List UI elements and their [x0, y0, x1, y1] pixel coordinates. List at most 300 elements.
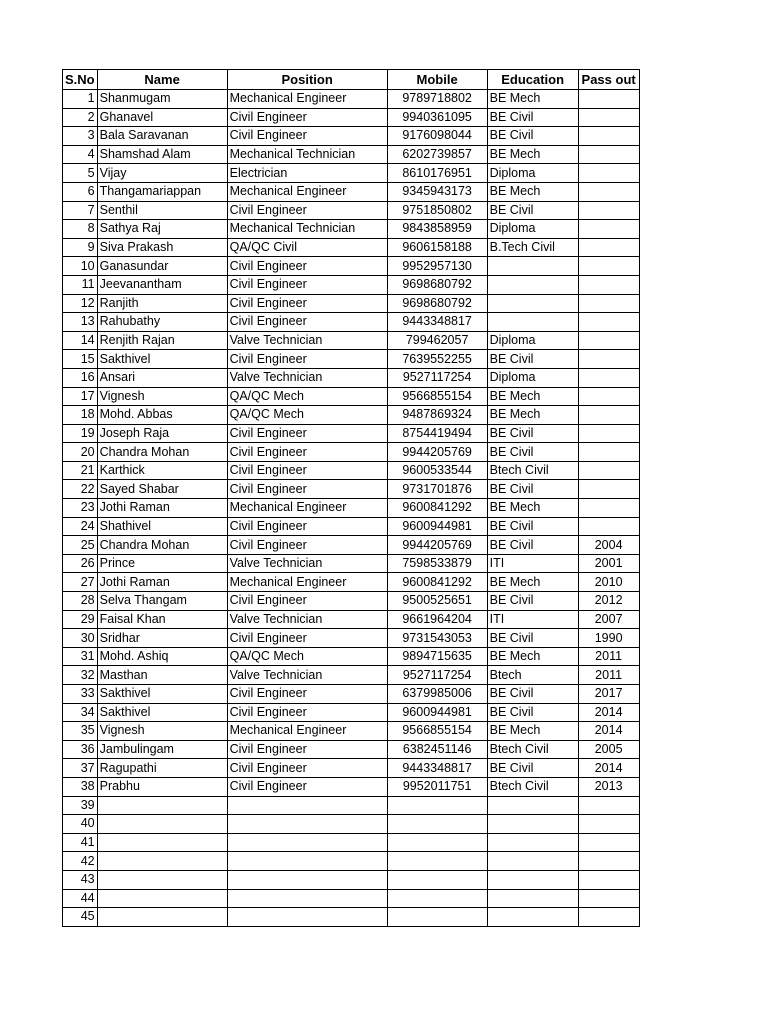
cell-education	[487, 852, 578, 871]
cell-education	[487, 275, 578, 294]
cell-position: Mechanical Technician	[227, 220, 387, 239]
table-row	[63, 610, 640, 629]
table-row	[63, 313, 640, 332]
cell-education	[487, 870, 578, 889]
table-row	[63, 368, 640, 387]
cell-sno: 38	[63, 777, 98, 796]
cell-passout: 2013	[578, 777, 639, 796]
cell-mobile: 9894715635	[387, 647, 487, 666]
table-row	[63, 480, 640, 499]
cell-passout: 2005	[578, 740, 639, 759]
cell-position: QA/QC Mech	[227, 406, 387, 425]
cell-position: Civil Engineer	[227, 685, 387, 704]
cell-education: BE Mech	[487, 647, 578, 666]
cell-passout	[578, 852, 639, 871]
cell-sno: 3	[63, 127, 98, 146]
cell-passout: 2014	[578, 759, 639, 778]
cell-education	[487, 796, 578, 815]
table-row	[63, 666, 640, 685]
cell-mobile: 8754419494	[387, 424, 487, 443]
cell-name: Ragupathi	[97, 759, 227, 778]
cell-name: Rahubathy	[97, 313, 227, 332]
cell-position: QA/QC Mech	[227, 647, 387, 666]
cell-mobile: 9789718802	[387, 90, 487, 109]
cell-passout: 1990	[578, 629, 639, 648]
cell-sno: 8	[63, 220, 98, 239]
table-row	[63, 90, 640, 109]
cell-position	[227, 815, 387, 834]
cell-education: BE Civil	[487, 685, 578, 704]
cell-education: Diploma	[487, 220, 578, 239]
cell-position: Civil Engineer	[227, 275, 387, 294]
cell-education: BE Civil	[487, 127, 578, 146]
cell-education	[487, 908, 578, 927]
cell-sno: 40	[63, 815, 98, 834]
cell-passout: 2014	[578, 703, 639, 722]
cell-education: BE Civil	[487, 480, 578, 499]
cell-sno: 32	[63, 666, 98, 685]
cell-position: Civil Engineer	[227, 443, 387, 462]
cell-passout	[578, 220, 639, 239]
cell-name: Karthick	[97, 461, 227, 480]
cell-sno: 37	[63, 759, 98, 778]
cell-name: Thangamariappan	[97, 182, 227, 201]
cell-education: BE Mech	[487, 145, 578, 164]
cell-position: Civil Engineer	[227, 127, 387, 146]
cell-mobile: 9751850802	[387, 201, 487, 220]
cell-education: Btech Civil	[487, 740, 578, 759]
cell-sno: 13	[63, 313, 98, 332]
cell-name	[97, 908, 227, 927]
table-row	[63, 759, 640, 778]
cell-education: Btech Civil	[487, 461, 578, 480]
cell-mobile	[387, 870, 487, 889]
table-row	[63, 499, 640, 518]
cell-position: Civil Engineer	[227, 424, 387, 443]
cell-passout	[578, 406, 639, 425]
table-row	[63, 629, 640, 648]
header-mobile: Mobile	[387, 70, 487, 90]
table-row	[63, 573, 640, 592]
cell-mobile: 9600841292	[387, 499, 487, 518]
cell-sno: 6	[63, 182, 98, 201]
cell-mobile: 7639552255	[387, 350, 487, 369]
cell-name	[97, 852, 227, 871]
cell-sno: 42	[63, 852, 98, 871]
cell-name: Sakthivel	[97, 685, 227, 704]
cell-sno: 12	[63, 294, 98, 313]
cell-sno: 1	[63, 90, 98, 109]
cell-sno: 20	[63, 443, 98, 462]
cell-position	[227, 889, 387, 908]
cell-position: Civil Engineer	[227, 350, 387, 369]
cell-education: BE Civil	[487, 424, 578, 443]
cell-position	[227, 908, 387, 927]
cell-sno: 22	[63, 480, 98, 499]
cell-education: Diploma	[487, 164, 578, 183]
cell-sno: 5	[63, 164, 98, 183]
cell-sno: 36	[63, 740, 98, 759]
cell-name: Renjith Rajan	[97, 331, 227, 350]
table-row	[63, 685, 640, 704]
table-row	[63, 238, 640, 257]
cell-mobile: 6379985006	[387, 685, 487, 704]
cell-name: Vignesh	[97, 387, 227, 406]
cell-mobile: 9600841292	[387, 573, 487, 592]
table-row	[63, 870, 640, 889]
cell-mobile: 9443348817	[387, 313, 487, 332]
table-row	[63, 536, 640, 555]
cell-mobile	[387, 796, 487, 815]
cell-education: B.Tech Civil	[487, 238, 578, 257]
table-row	[63, 108, 640, 127]
cell-passout	[578, 517, 639, 536]
cell-passout	[578, 127, 639, 146]
cell-sno: 17	[63, 387, 98, 406]
cell-mobile: 9566855154	[387, 387, 487, 406]
cell-sno: 41	[63, 833, 98, 852]
cell-sno: 2	[63, 108, 98, 127]
header-row	[63, 70, 640, 90]
cell-education: BE Civil	[487, 350, 578, 369]
cell-position: Mechanical Engineer	[227, 573, 387, 592]
table-row	[63, 852, 640, 871]
table-body	[63, 90, 640, 927]
cell-name	[97, 870, 227, 889]
table-row	[63, 127, 640, 146]
table-row	[63, 554, 640, 573]
cell-mobile: 8610176951	[387, 164, 487, 183]
cell-mobile: 9443348817	[387, 759, 487, 778]
cell-name: Chandra Mohan	[97, 443, 227, 462]
cell-name	[97, 833, 227, 852]
cell-passout	[578, 145, 639, 164]
table-row	[63, 387, 640, 406]
cell-passout	[578, 443, 639, 462]
cell-passout	[578, 313, 639, 332]
table-row	[63, 220, 640, 239]
table-row	[63, 740, 640, 759]
cell-name: Vijay	[97, 164, 227, 183]
cell-sno: 14	[63, 331, 98, 350]
cell-name: Selva Thangam	[97, 592, 227, 611]
cell-position: Civil Engineer	[227, 759, 387, 778]
cell-position: Civil Engineer	[227, 740, 387, 759]
cell-passout	[578, 275, 639, 294]
cell-sno: 4	[63, 145, 98, 164]
cell-name: Jothi Raman	[97, 573, 227, 592]
cell-education: Diploma	[487, 368, 578, 387]
cell-passout: 2011	[578, 666, 639, 685]
cell-sno: 28	[63, 592, 98, 611]
cell-position	[227, 852, 387, 871]
cell-mobile: 9952011751	[387, 777, 487, 796]
cell-mobile: 9944205769	[387, 536, 487, 555]
table-row	[63, 796, 640, 815]
cell-mobile	[387, 889, 487, 908]
cell-passout	[578, 201, 639, 220]
cell-name: Ranjith	[97, 294, 227, 313]
table-row	[63, 703, 640, 722]
cell-position: Civil Engineer	[227, 313, 387, 332]
cell-education: BE Mech	[487, 406, 578, 425]
cell-education: BE Mech	[487, 499, 578, 518]
cell-position: Mechanical Engineer	[227, 499, 387, 518]
table-row	[63, 331, 640, 350]
cell-position: Civil Engineer	[227, 517, 387, 536]
cell-name	[97, 889, 227, 908]
cell-sno: 7	[63, 201, 98, 220]
cell-mobile: 9566855154	[387, 722, 487, 741]
cell-sno: 27	[63, 573, 98, 592]
cell-position: Electrician	[227, 164, 387, 183]
cell-sno: 16	[63, 368, 98, 387]
cell-education: ITI	[487, 610, 578, 629]
cell-education: BE Mech	[487, 387, 578, 406]
cell-mobile: 9600944981	[387, 703, 487, 722]
cell-education	[487, 833, 578, 852]
cell-passout	[578, 833, 639, 852]
cell-position: Valve Technician	[227, 554, 387, 573]
cell-position: Valve Technician	[227, 368, 387, 387]
table-row	[63, 275, 640, 294]
cell-education: BE Mech	[487, 722, 578, 741]
cell-sno: 34	[63, 703, 98, 722]
cell-passout	[578, 815, 639, 834]
cell-sno: 10	[63, 257, 98, 276]
cell-sno: 15	[63, 350, 98, 369]
cell-passout	[578, 424, 639, 443]
cell-name: Vignesh	[97, 722, 227, 741]
table-row	[63, 592, 640, 611]
table-row	[63, 406, 640, 425]
cell-mobile: 9940361095	[387, 108, 487, 127]
cell-education	[487, 815, 578, 834]
cell-name: Siva Prakash	[97, 238, 227, 257]
cell-mobile: 9600944981	[387, 517, 487, 536]
cell-passout	[578, 796, 639, 815]
cell-name	[97, 815, 227, 834]
table-row	[63, 517, 640, 536]
cell-sno: 45	[63, 908, 98, 927]
cell-position: Civil Engineer	[227, 461, 387, 480]
staff-table	[62, 69, 640, 927]
cell-mobile: 9527117254	[387, 666, 487, 685]
cell-sno: 26	[63, 554, 98, 573]
cell-mobile: 9345943173	[387, 182, 487, 201]
cell-name: Bala Saravanan	[97, 127, 227, 146]
cell-passout: 2004	[578, 536, 639, 555]
cell-education: BE Civil	[487, 629, 578, 648]
cell-passout	[578, 182, 639, 201]
cell-passout	[578, 889, 639, 908]
cell-position	[227, 870, 387, 889]
cell-education	[487, 257, 578, 276]
cell-name: Prince	[97, 554, 227, 573]
cell-sno: 24	[63, 517, 98, 536]
table-row	[63, 722, 640, 741]
cell-education	[487, 294, 578, 313]
cell-passout	[578, 461, 639, 480]
cell-name: Sridhar	[97, 629, 227, 648]
table-row	[63, 908, 640, 927]
cell-sno: 35	[63, 722, 98, 741]
cell-mobile: 9500525651	[387, 592, 487, 611]
cell-education: BE Civil	[487, 517, 578, 536]
cell-position: Civil Engineer	[227, 480, 387, 499]
cell-position: Mechanical Technician	[227, 145, 387, 164]
header-position: Position	[227, 70, 387, 90]
cell-sno: 19	[63, 424, 98, 443]
cell-name: Shamshad Alam	[97, 145, 227, 164]
cell-mobile: 9944205769	[387, 443, 487, 462]
cell-position: Valve Technician	[227, 666, 387, 685]
cell-passout	[578, 294, 639, 313]
cell-sno: 21	[63, 461, 98, 480]
cell-name: Chandra Mohan	[97, 536, 227, 555]
table-row	[63, 815, 640, 834]
cell-education: Btech	[487, 666, 578, 685]
cell-name: Joseph Raja	[97, 424, 227, 443]
cell-sno: 30	[63, 629, 98, 648]
cell-passout	[578, 480, 639, 499]
cell-sno: 43	[63, 870, 98, 889]
cell-passout	[578, 257, 639, 276]
cell-position: QA/QC Mech	[227, 387, 387, 406]
cell-passout: 2017	[578, 685, 639, 704]
cell-mobile: 6202739857	[387, 145, 487, 164]
cell-passout	[578, 238, 639, 257]
cell-position: Civil Engineer	[227, 536, 387, 555]
cell-position: Valve Technician	[227, 610, 387, 629]
cell-mobile	[387, 833, 487, 852]
cell-name: Prabhu	[97, 777, 227, 796]
cell-name: Jeevanantham	[97, 275, 227, 294]
cell-mobile: 6382451146	[387, 740, 487, 759]
header-name: Name	[97, 70, 227, 90]
cell-sno: 39	[63, 796, 98, 815]
cell-sno: 33	[63, 685, 98, 704]
cell-passout	[578, 499, 639, 518]
header-passout: Pass out	[578, 70, 639, 90]
cell-passout	[578, 908, 639, 927]
cell-education: ITI	[487, 554, 578, 573]
table-row	[63, 201, 640, 220]
table-row	[63, 164, 640, 183]
cell-education: Btech Civil	[487, 777, 578, 796]
header-education: Education	[487, 70, 578, 90]
cell-position: Civil Engineer	[227, 703, 387, 722]
table-row	[63, 889, 640, 908]
cell-mobile: 9487869324	[387, 406, 487, 425]
cell-position: Mechanical Engineer	[227, 90, 387, 109]
table-row	[63, 350, 640, 369]
table-row	[63, 257, 640, 276]
cell-position: Mechanical Engineer	[227, 722, 387, 741]
cell-name: Jambulingam	[97, 740, 227, 759]
cell-passout	[578, 368, 639, 387]
cell-mobile: 9843858959	[387, 220, 487, 239]
cell-position: Civil Engineer	[227, 257, 387, 276]
cell-education	[487, 313, 578, 332]
cell-mobile: 9698680792	[387, 275, 487, 294]
table-row	[63, 424, 640, 443]
cell-education: BE Civil	[487, 108, 578, 127]
cell-position: QA/QC Civil	[227, 238, 387, 257]
cell-name: Sayed Shabar	[97, 480, 227, 499]
cell-education: BE Civil	[487, 201, 578, 220]
cell-mobile: 9527117254	[387, 368, 487, 387]
cell-name: Mohd. Ashiq	[97, 647, 227, 666]
cell-education: BE Mech	[487, 90, 578, 109]
cell-passout: 2007	[578, 610, 639, 629]
cell-passout: 2010	[578, 573, 639, 592]
cell-education: BE Civil	[487, 759, 578, 778]
table-row	[63, 145, 640, 164]
cell-name: Sathya Raj	[97, 220, 227, 239]
cell-mobile: 9176098044	[387, 127, 487, 146]
table-row	[63, 182, 640, 201]
cell-mobile	[387, 852, 487, 871]
cell-position: Valve Technician	[227, 331, 387, 350]
table-row	[63, 777, 640, 796]
cell-passout: 2011	[578, 647, 639, 666]
cell-education	[487, 889, 578, 908]
cell-name: Masthan	[97, 666, 227, 685]
table-row	[63, 443, 640, 462]
cell-position	[227, 833, 387, 852]
cell-name: Ansari	[97, 368, 227, 387]
header-sno: S.No	[63, 70, 98, 90]
cell-mobile: 9606158188	[387, 238, 487, 257]
cell-mobile: 9731543053	[387, 629, 487, 648]
cell-passout	[578, 387, 639, 406]
cell-name: Mohd. Abbas	[97, 406, 227, 425]
cell-education: BE Mech	[487, 573, 578, 592]
cell-sno: 9	[63, 238, 98, 257]
cell-education: BE Civil	[487, 536, 578, 555]
cell-name: Ghanavel	[97, 108, 227, 127]
cell-position: Civil Engineer	[227, 294, 387, 313]
cell-position: Civil Engineer	[227, 201, 387, 220]
cell-mobile: 9600533544	[387, 461, 487, 480]
cell-position: Civil Engineer	[227, 629, 387, 648]
cell-sno: 11	[63, 275, 98, 294]
cell-sno: 44	[63, 889, 98, 908]
cell-education: Diploma	[487, 331, 578, 350]
cell-mobile: 9698680792	[387, 294, 487, 313]
cell-passout: 2001	[578, 554, 639, 573]
cell-mobile: 9731701876	[387, 480, 487, 499]
cell-education: BE Civil	[487, 703, 578, 722]
cell-education: BE Mech	[487, 182, 578, 201]
cell-mobile	[387, 815, 487, 834]
cell-position: Civil Engineer	[227, 108, 387, 127]
table-row	[63, 294, 640, 313]
cell-sno: 23	[63, 499, 98, 518]
cell-position	[227, 796, 387, 815]
cell-name: Jothi Raman	[97, 499, 227, 518]
cell-passout: 2014	[578, 722, 639, 741]
cell-name: Sakthivel	[97, 703, 227, 722]
cell-passout	[578, 331, 639, 350]
cell-name: Shanmugam	[97, 90, 227, 109]
cell-passout	[578, 870, 639, 889]
cell-position: Civil Engineer	[227, 777, 387, 796]
cell-mobile: 799462057	[387, 331, 487, 350]
cell-name: Sakthivel	[97, 350, 227, 369]
cell-passout	[578, 164, 639, 183]
